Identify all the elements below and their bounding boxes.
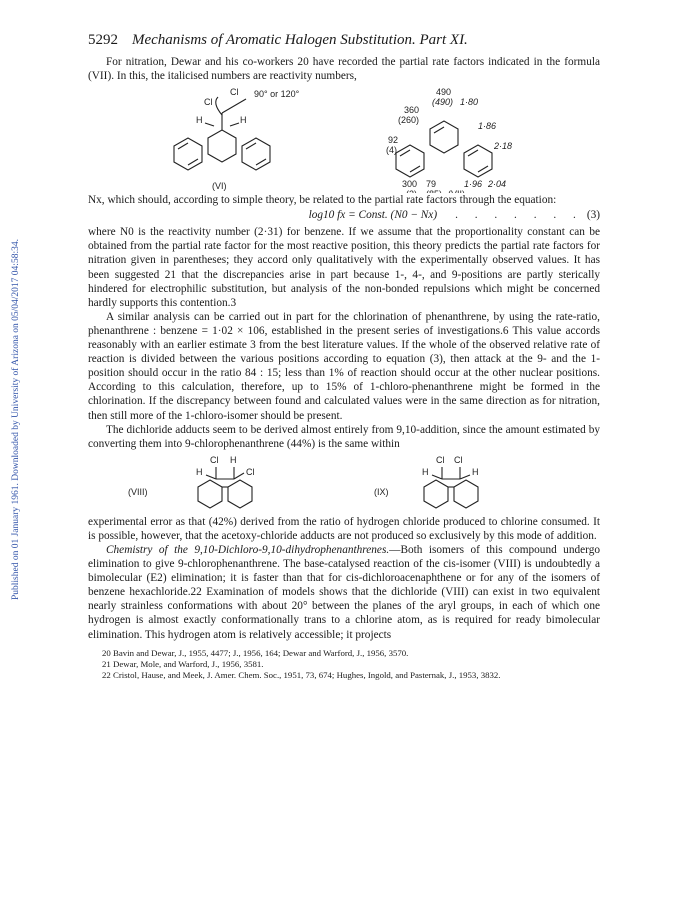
running-title: Mechanisms of Aromatic Halogen Substitution. Part XI. [132,32,468,48]
figure-viii-ix [88,451,600,515]
num-1-80: 1·80 [460,97,479,108]
footnote-21: 21 Dewar, Mole, and Warford, J., 1956, 3581. [102,658,264,669]
page [88,32,600,681]
download-sidebar [0,0,22,912]
cl-top-label: Cl [230,87,239,98]
num-490-paren: (490) [432,97,454,108]
num-79: 79 [426,179,437,190]
num-4: (4) [386,145,397,156]
num-92: 92 [388,135,399,146]
paragraph-2: Nx, which should, according to simple theory, be related to the partial rate factors through the equation: [88,194,557,207]
footnote-20: 20 Bavin and Dewar, J., 1955, 4477; J., 1956, 164; Dewar and Warford, J., 1956, 3570. [102,647,409,658]
footnotes [88,648,600,681]
ix-h-right-label: H [472,466,479,477]
equation-leader: . . . . . . . [455,209,583,222]
vii-middle-ring [430,121,458,153]
paragraph-5: The dichloride adducts seem to be derived almost entirely from 9,10-addition, since the amount estimated by converting them into 9-chlorophenanthrene (44%) is the same within [88,423,600,450]
paragraph-6: experimental error as that (42%) derived from the ratio of hydrogen chloride produced to chlorine consumed. It is possible, however, that the acetoxy-chloride adducts are not produced so exclusively by this mode of addition. [88,515,600,542]
paragraph-1: For nitration, Dewar and his co-workers 20 have recorded the partial rate factors indicated in the formula (VII). In this, the italicised numbers are reactivity numbers, [88,56,600,83]
paragraph-4: A similar analysis can be carried out in part for the chlorination of phenanthrene, by using the rate-ratio, phenanthrene : benzene = 1·02 × 106, established in the present series of investigations.6 This value accords reasonably with an earlier estimate 3 from the best literature values. If the whole of the observed relative rate of reaction is divided between the various positions according to equation (3), then attack at the 9- and the 1-position should occur in the ratio 84 : 15; less than 1% of reaction should occur at the other nuclear positions. According to this calculation, therefore, up to 15% of 1-chloro-phenanthrene might be formed in the chlorination. If the discrepancy between found and calculated values were in the same direction as for nitration, then still more of the 1-chloro-isomer should be present. [88,310,600,422]
num-1-96: 1·96 [464,179,483,190]
running-header [88,32,600,49]
num-360: 360 [404,105,420,116]
section-heading: Chemistry of the 9,10-Dichloro-9,10-dihydrophenanthrenes. [106,543,390,556]
download-notice: Published on 01 January 1961. Downloaded by University of Arizona on 05/04/2017 04:58:34. [11,239,21,600]
vi-right-ring [242,138,270,170]
viii-cl-right-label: Cl [246,466,255,477]
paragraph-7 [88,543,600,642]
equation-3 [88,208,600,223]
ix-h-left-label: H [422,466,429,477]
num-85 [426,189,442,193]
figure-vi-vii [88,83,600,193]
num-1-86: 1·86 [478,121,497,132]
viii-cl-label: Cl [210,454,219,465]
ix-cl2-label: Cl [454,454,463,465]
dichloride-structures [88,451,600,515]
ix-cl-label: Cl [436,454,445,465]
viii-h-label: H [230,454,237,465]
viii-label: (VIII) [128,486,148,497]
angle-note: 90° or 120° [254,89,300,100]
vi-label: (VI) [212,181,227,192]
num-260: (260) [398,115,420,126]
num-2 [406,189,417,193]
equation-number: (3) [586,209,600,222]
paragraph-3: where N0 is the reactivity number (2·31) for benzene. If we assume that the proportionality constant can be obtained from the partial rate factor for the most reactive position, this theory predicts the partial rate factors for nitration given in parentheses; they accord only qualitatively with the experimentally observed values. It has been suggested 21 that the discrepancies arise in part because 1-, 4-, and 9-positions are partly sterically hindered for electrophilic substitution, but analysis of the non-bonded repulsions which might be concerned hardly supports this contention.3 [88,226,600,309]
ix-label: (IX) [374,486,389,497]
structure-drawing [88,83,600,193]
paragraph-7-body: —Both isomers of this compound undergo elimination to give 9-chlorophenanthrene. The base-catalysed reaction of the cis-isomer (VIII) is undoubtedly a bimolecular (E2) elimination; it is faster than that for cis-dichloroacenaphthene or for any of the isomers of benzene hexachloride.22 Examination of models shows that the dichloride (VIII) can exist in two equivalent nearly strainless conformations with about 20° between the planes of the aryl groups, in each of which one hydrogen is almost exactly conformationally trans to a chlorine atom, as is required for ready bimolecular elimination. This hydrogen atom is relatively accessible; it projects [88,543,600,641]
num-490: 490 [436,87,452,98]
vi-middle-ring [208,130,236,162]
vii-left-ring [396,145,424,177]
page-number: 5292 [88,32,118,48]
num-300: 300 [402,179,418,190]
num-2-18: 2·18 [494,141,513,152]
cl-left-label: Cl [204,97,213,108]
num-2-04: 2·04 [488,179,507,190]
footnote-22: 22 Cristol, Hause, and Meek, J. Amer. Chem. Soc., 1951, 73, 674; Hughes, Ingold, and Pasternak, J., 1953, 3832. [102,669,501,680]
h-left-label: H [196,115,203,126]
equation-body: log10 fx = Const. (N0 − Nx) [308,209,438,222]
vii-label [448,189,465,193]
vii-right-ring [464,145,492,177]
viii-h-left-label: H [196,466,203,477]
vi-left-ring [174,138,202,170]
h-right-label: H [240,115,247,126]
